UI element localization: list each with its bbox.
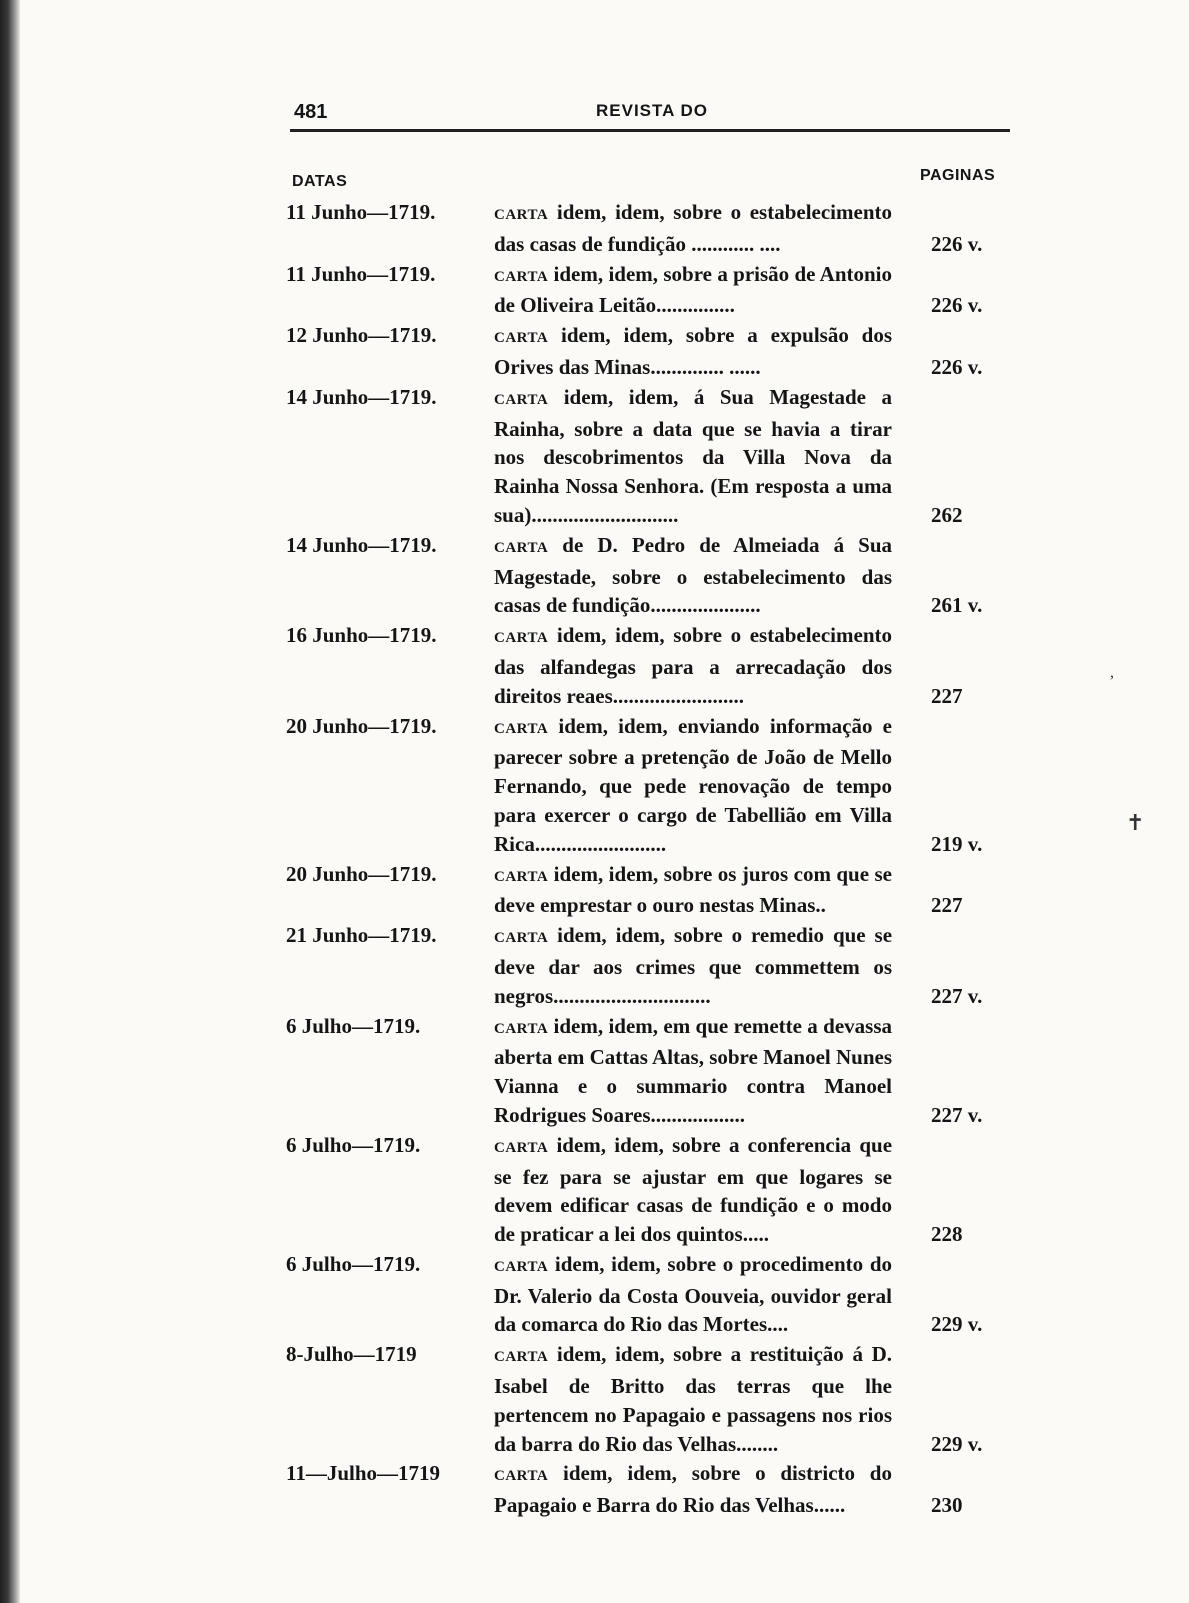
- entry-text: idem, idem, sobre o districto do Papagaio e Barra do Rio das Velhas......: [494, 1461, 892, 1518]
- entry-type: CARTA: [494, 391, 549, 408]
- entry-row: [286, 1131, 1026, 1249]
- entry-type: CARTA: [494, 268, 549, 285]
- entry-date: 20 Junho—1719.: [286, 861, 437, 886]
- dates-column-heading: DATAS: [292, 173, 348, 190]
- page-number: 481: [294, 101, 328, 123]
- entry-date: 11 Junho—1719.: [286, 200, 436, 224]
- entry-page: 261 v.: [931, 593, 983, 618]
- entry-row: [286, 321, 1026, 382]
- entry-description: [494, 1250, 892, 1339]
- entry-date: 6 Julho—1719.: [286, 1132, 421, 1157]
- pages-column-heading: PAGINAS: [920, 167, 996, 184]
- entry-page: 227: [931, 893, 963, 918]
- entry-date: 6 Julho—1719.: [286, 1251, 421, 1276]
- entry-type: CARTA: [494, 1020, 549, 1037]
- entry-row: [286, 860, 1026, 921]
- entry-description: [494, 1131, 892, 1249]
- entry-text: idem, idem, sobre a conferencia que se fez para se ajustar em que logares se devem edificar casas de fundição e o modo de praticar a lei dos quintos.....: [494, 1132, 893, 1247]
- entry-date: 11—Julho—1719: [286, 1461, 441, 1486]
- entry-date: 16 Junho—1719.: [286, 623, 437, 648]
- entry-page: 227: [931, 683, 963, 708]
- entry-description: [494, 921, 892, 1010]
- entry-page: 228: [931, 1222, 963, 1247]
- entry-text: idem, idem, á Sua Magestade a Rainha, sobre a data que se havia a tirar nos descobrimentos da Villa Nova da Rainha Nossa Senhora. (Em resposta a uma sua)............................: [494, 384, 892, 527]
- entry-type: CARTA: [494, 539, 549, 556]
- entry-text: idem, idem, sobre a restituição á D. Isabel de Britto das terras que lhe pertencem no Papagaio e passagens nos rios da barra do Rio das Velhas........: [494, 1342, 893, 1456]
- entry-text: idem, idem, enviando informação e parecer sobre a pretenção de João de Mello Fernando, que pede renovação de tempo para exercer o cargo de Tabellião em Villa Rica.........................: [494, 713, 893, 856]
- entry-type: CARTA: [494, 868, 549, 885]
- running-head: REVISTA DO: [596, 101, 709, 120]
- entry-date: 6 Julho—1719.: [286, 1013, 421, 1038]
- entry-page: 219 v.: [931, 831, 983, 856]
- entry-description: [494, 1459, 892, 1520]
- entry-row: [286, 1012, 1026, 1130]
- ink-speck: ✝: [1126, 810, 1145, 835]
- entry-date: 12 Junho—1719.: [286, 323, 437, 348]
- entry-description: [494, 621, 892, 710]
- entry-type: CARTA: [494, 1468, 549, 1485]
- entry-text: idem, idem, sobre a prisão de Antonio de Oliveira Leitão...............: [494, 261, 893, 318]
- entry-row: [286, 921, 1026, 1010]
- entry-description: [494, 260, 892, 321]
- entry-description: [494, 531, 892, 620]
- entry-text: idem, idem, sobre os juros com que se deve emprestar o ouro nestas Minas..: [494, 861, 893, 918]
- ink-speck: ,: [1110, 664, 1114, 681]
- entry-type: CARTA: [494, 1139, 549, 1156]
- entry-type: CARTA: [494, 630, 549, 647]
- entry-description: [494, 198, 892, 259]
- entry-page: 229 v.: [931, 1312, 983, 1337]
- entry-type: CARTA: [494, 330, 549, 347]
- entries-list: [286, 198, 1026, 1521]
- entry-date: 21 Junho—1719.: [286, 923, 437, 948]
- entry-page: 230: [931, 1493, 963, 1518]
- entry-row: [286, 383, 1026, 530]
- entry-page: 226 v.: [931, 293, 983, 318]
- entry-type: CARTA: [494, 720, 549, 737]
- entry-page: 226 v.: [931, 231, 983, 256]
- entry-row: [286, 1340, 1026, 1458]
- entry-row: [286, 621, 1026, 710]
- entry-page: 227 v.: [931, 1102, 983, 1127]
- entry-text: de D. Pedro de Almeiada á Sua Magestade, sobre o estabelecimento das casas de fundição.....................: [494, 532, 893, 618]
- entry-text: idem, idem, em que remette a devassa aberta em Cattas Altas, sobre Manoel Nunes Vianna e o summario contra Manoel Rodrigues Soares..................: [494, 1013, 892, 1127]
- entry-type: CARTA: [494, 1258, 549, 1275]
- entry-row: [286, 712, 1026, 859]
- entry-row: [286, 260, 1026, 321]
- entry-description: [494, 321, 892, 382]
- entry-description: [494, 1340, 892, 1458]
- entry-description: [494, 860, 892, 921]
- entry-text: idem, idem, sobre a expulsão dos Orives das Minas.............. ......: [494, 323, 893, 379]
- entry-description: [494, 1012, 892, 1130]
- entry-date: 8-Julho—1719: [286, 1342, 417, 1367]
- entry-row: [286, 198, 1026, 259]
- entry-text: idem, idem, sobre o estabelecimento das casas de fundição ............ ....: [494, 200, 892, 256]
- entry-description: [494, 712, 892, 859]
- entry-page: 226 v.: [931, 354, 983, 379]
- entry-page: 227 v.: [931, 983, 983, 1008]
- entry-text: idem, idem, sobre o remedio que se deve dar aos crimes que commettem os negros..............................: [494, 923, 893, 1008]
- entry-page: 262: [931, 502, 963, 527]
- entry-description: [494, 383, 892, 530]
- entry-row: [286, 531, 1026, 620]
- entry-type: CARTA: [494, 930, 549, 947]
- entry-row: [286, 1459, 1026, 1520]
- entry-page: 229 v.: [931, 1431, 983, 1456]
- header-rule: [290, 129, 1010, 132]
- entry-date: 14 Junho—1719.: [286, 384, 437, 409]
- book-spine-shadow: [0, 0, 20, 1603]
- entry-row: [286, 1250, 1026, 1339]
- entry-type: CARTA: [494, 1349, 549, 1366]
- entry-date: 14 Junho—1719.: [286, 532, 437, 557]
- entry-type: CARTA: [494, 207, 549, 223]
- entry-date: 20 Junho—1719.: [286, 713, 437, 738]
- entry-date: 11 Junho—1719.: [286, 261, 436, 286]
- entry-text: idem, idem, sobre o estabelecimento das alfandegas para a arrecadação dos direitos reaes.........................: [494, 623, 892, 708]
- entry-text: idem, idem, sobre o procedimento do Dr. Valerio da Costa Oouveia, ouvidor geral da comarca do Rio das Mortes....: [494, 1251, 892, 1337]
